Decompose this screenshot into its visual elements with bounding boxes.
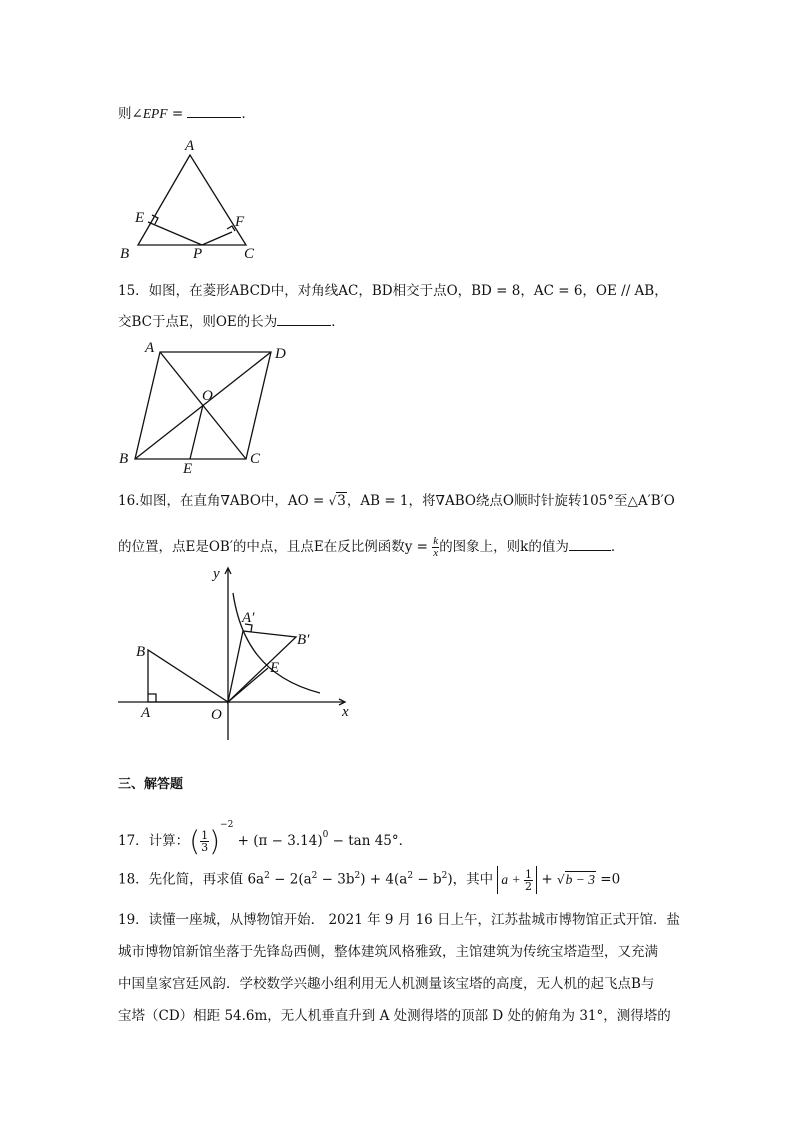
fig16-triangle-a1b1o — [228, 631, 296, 702]
q14-end: ． — [241, 106, 255, 122]
fig16-label-a-prime: A′ — [242, 610, 255, 626]
q17-mid: + (π − 3.14) — [233, 833, 323, 849]
q19-line1: 19．读懂一座城，从博物馆开始． 2021 年 9 月 16 日上午，江苏盐城市博物馆正式开馆．盐 — [118, 912, 681, 928]
fig15-label-b: B — [119, 451, 129, 467]
fig15-label-d: D — [275, 346, 286, 362]
q16-sqrt3: 3 — [337, 493, 346, 509]
q16-line1: 16.如图，在直角∇ABO中，AO = √3，AB = 1，将∇ABO绕点O顺时针旋转105°至△A′B′O — [118, 493, 675, 509]
fig15-label-o: O — [202, 388, 213, 404]
section-heading: 三、解答题 — [118, 777, 184, 792]
fig14-label-p: P — [193, 246, 203, 262]
q16-fraction-k-over-x: $\frac{k}{x}$ — [433, 535, 439, 559]
fig14-label-e: E — [135, 210, 145, 226]
q14-prefix: 则∠ — [118, 106, 143, 122]
fig14-label-a: A — [185, 138, 195, 154]
q17-exp-0: 0 — [322, 830, 329, 840]
q17-tail: − tan 45°． — [328, 833, 413, 849]
q14-angle: EPF — [142, 106, 168, 121]
q14-eq: = — [167, 106, 188, 122]
q15-end: ． — [331, 314, 345, 330]
q18-sqrt: b − 3 — [565, 871, 595, 887]
q17-line: 17．计算：( $\frac{1}{3}$ )$^{-2} + (\pi - 3.14)^0 - \tan 45^\circ$． — [118, 820, 413, 858]
q16-line2-a: 的位置，点E是OB′的中点，且点E在反比例函数y = — [118, 539, 433, 555]
fig16-label-b: B — [136, 644, 146, 660]
fig16-label-a: A — [141, 705, 151, 721]
q19-line2: 城市博物馆新馆坐落于先锋岛西侧，整体建筑风格雅致，主馆建筑为传统宝塔造型，又充满 — [118, 944, 658, 960]
q16-line1-b: ，AB = 1，将∇ABO绕点O顺时针旋转105°至△A′B′O — [346, 493, 675, 509]
q15-line1: 15．如图，在菱形ABCD中，对角线AC，BD相交于点O，BD = 8，AC = 6，OE // AB， — [118, 283, 668, 299]
fig14-label-c: C — [244, 246, 255, 262]
q16-end: ． — [610, 539, 625, 555]
fig15-label-e: E — [183, 461, 193, 477]
fig16-label-b-prime: B′ — [297, 632, 310, 648]
q17-prefix: 17．计算： — [118, 833, 190, 849]
q19-line4: 宝塔（CD）相距 54.6m，无人机垂直升到 A 处测得塔的顶部 D 处的俯角为 31°，测得塔的 — [118, 1008, 671, 1024]
q19-line3: 中国皇家宫廷风韵．学校数学兴趣小组利用无人机测量该宝塔的高度，无人机的起飞点B与 — [118, 976, 655, 992]
q16-line2-b: 的图象上，则k的值为 — [439, 539, 569, 555]
fig14-label-f: F — [235, 214, 245, 230]
q17-fraction: $\frac{1}{3}$ — [201, 829, 209, 854]
q15-line2-text: 交BC于点E，则OE的长为 — [118, 314, 278, 330]
q16-line1-a: 16.如图，在直角∇ABO中，AO = — [118, 493, 329, 509]
fig16-label-e: E — [270, 660, 280, 676]
fig15-label-a: A — [145, 340, 155, 356]
fig16-label-x: x — [342, 704, 349, 720]
fig15-label-c: C — [250, 451, 261, 467]
fig16-triangle-abo — [148, 650, 228, 702]
fig16-label-y: y — [213, 566, 220, 582]
fig14-label-b: B — [120, 246, 130, 262]
fig16-label-o: O — [211, 707, 222, 723]
q18-absolute-value: a + $\frac{1}{2}$ — [497, 866, 537, 894]
q18-line: 18．先化简，再求值 $6a^2 - 2(a^2 - 3b^2) + 4(a^2 - b^2)$，其中 a + $\frac{1}{2}$ + √b − 3 =0 — [118, 868, 621, 893]
fig16-right-angle-a — [148, 694, 156, 702]
q17-exp-neg2: −2 — [220, 820, 234, 830]
